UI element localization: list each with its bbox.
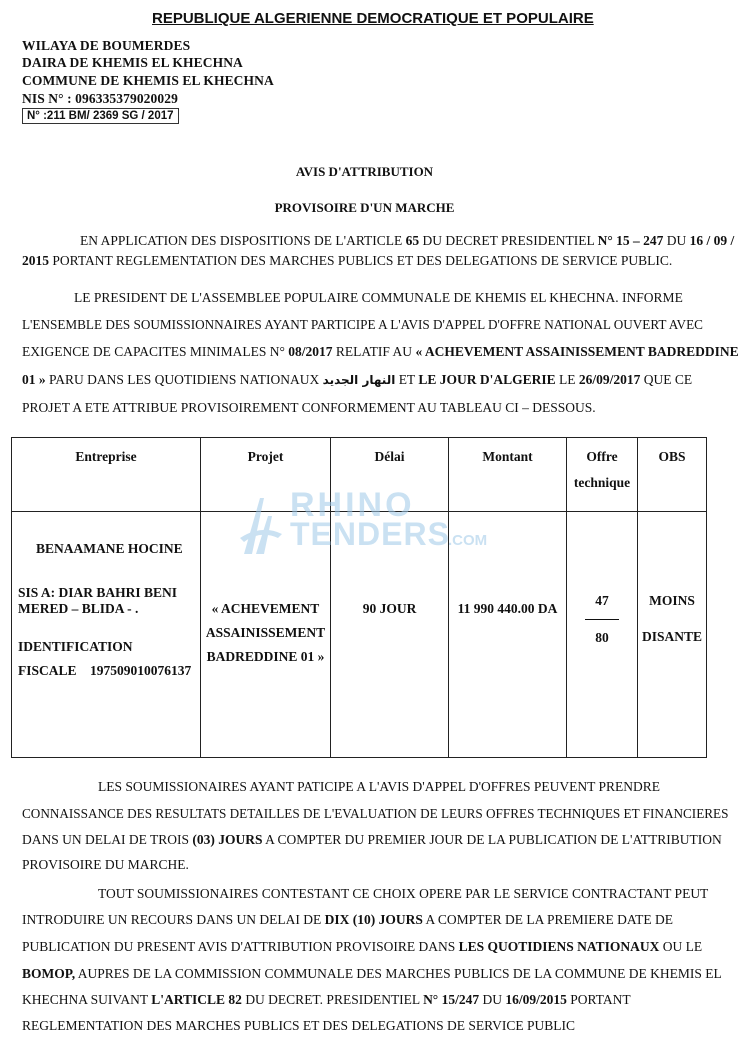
fraction-line xyxy=(585,619,619,620)
daira-line: DAIRA DE KHEMIS EL KHECHNA xyxy=(22,55,243,70)
header-montant: Montant xyxy=(449,438,567,512)
para2-line2: L'ENSEMBLE DES SOUMISSIONNAIRES AYANT PARTICIPE A L'AVIS D'APPEL D'OFFRE NATIONAL OUVERT AVEC xyxy=(22,317,703,332)
para4-line5: KHECHNA SUIVANT L'ARTICLE 82 DU DECRET. PRESIDENTIEL N° 15/247 DU 16/09/2015 PORTANT xyxy=(22,992,631,1007)
reference-number: N° :211 BM/ 2369 SG / 2017 xyxy=(22,108,179,124)
para3-line4: PROVISOIRE DU MARCHE. xyxy=(22,857,189,872)
watermark-text-1: RHINO xyxy=(290,486,415,524)
para4-line1: TOUT SOUMISSIONAIRES CONTESTANT CE CHOIX OPERE PAR LE SERVICE CONTRACTANT PEUT xyxy=(98,886,709,901)
para2-line4: 01 » PARU DANS LES QUOTIDIENS NATIONAUX النهار الجديد ET LE JOUR D'ALGERIE LE 26/09/2017 QUE CE xyxy=(22,372,693,387)
project-line-1: « ACHEVEMENT xyxy=(211,601,320,616)
cell-offre xyxy=(567,512,638,758)
watermark-text-2: TENDERS xyxy=(290,516,450,552)
project-line-3: BADREDDINE 01 » xyxy=(206,649,325,664)
company-address-1: SIS A: DIAR BAHRI BENI xyxy=(18,585,178,600)
rhino-logo-icon xyxy=(238,494,286,558)
para3-line1: LES SOUMISSIONAIRES AYANT PATICIPE A L'AVIS D'APPEL D'OFFRES PEUVENT PRENDRE xyxy=(98,779,661,794)
cell-entreprise xyxy=(12,512,201,758)
para1-line2: 2015 PORTANT REGLEMENTATION DES MARCHES PUBLICS ET DES DELEGATIONS DE SERVICE PUBLIC. xyxy=(22,253,673,268)
header-obs: OBS xyxy=(638,438,707,512)
notice-subtitle: PROVISOIRE D'UN MARCHE xyxy=(274,200,455,215)
para2-line3: EXIGENCE DE CAPACITES MINIMALES N° 08/2017 RELATIF AU « ACHEVEMENT ASSAINISSEMENT BADREDDINE xyxy=(22,344,739,359)
company-address-2: MERED – BLIDA - . xyxy=(18,601,139,616)
para3-line2: CONNAISSANCE DES RESULTATS DETAILLES DE L'EVALUATION DE LEURS OFFRES TECHNIQUES ET FINANCIERES xyxy=(22,806,729,821)
para4-line2: INTRODUIRE UN RECOURS DANS UN DELAI DE DIX (10) JOURS A COMPTER DE LA PREMIERE DATE DE xyxy=(22,912,674,927)
para2-line1: LE PRESIDENT DE L'ASSEMBLEE POPULAIRE COMMUNALE DE KHEMIS EL KHECHNA. INFORME xyxy=(74,290,683,305)
technical-score: 47 xyxy=(595,593,609,608)
notice-title: AVIS D'ATTRIBUTION xyxy=(295,164,434,179)
header-delai: Délai xyxy=(331,438,449,512)
watermark-text-3: .COM xyxy=(448,532,488,549)
commune-line: COMMUNE DE KHEMIS EL KHECHNA xyxy=(22,73,274,88)
cell-obs xyxy=(638,512,707,758)
delai-value: 90 JOUR xyxy=(362,601,417,616)
obs-line-2: DISANTE xyxy=(641,629,703,644)
para1-line1: EN APPLICATION DES DISPOSITIONS DE L'ARTICLE 65 DU DECRET PRESIDENTIEL N° 15 – 247 DU 16 / 09 / xyxy=(80,233,735,248)
montant-value: 11 990 440.00 DA xyxy=(457,601,558,616)
project-line-2: ASSAINISSEMENT xyxy=(205,625,326,640)
company-name: BENAAMANE HOCINE xyxy=(36,541,183,556)
nis-line: NIS N° : 096335379020029 xyxy=(22,91,178,106)
identification-label: IDENTIFICATION xyxy=(18,639,133,654)
para4-line6: REGLEMENTATION DES MARCHES PUBLICS ET DES DELEGATIONS DE SERVICE PUBLIC xyxy=(22,1018,575,1033)
obs-line-1: MOINS xyxy=(649,593,695,608)
para2-line5: PROJET A ETE ATTRIBUE PROVISOIREMENT CONFORMEMENT AU TABLEAU CI – DESSOUS. xyxy=(22,400,596,415)
para4-line4: BOMOP, AUPRES DE LA COMMISSION COMMUNALE DES MARCHES PUBLICS DE LA COMMUNE DE KHEMIS EL xyxy=(22,966,722,981)
header-projet: Projet xyxy=(201,438,331,512)
para4-line3: PUBLICATION DU PRESENT AVIS D'ATTRIBUTION PROVISOIRE DANS LES QUOTIDIENS NATIONAUX OU LE xyxy=(22,939,703,954)
para3-line3: DANS UN DELAI DE TROIS (03) JOURS A COMPTER DU PREMIER JOUR DE LA PUBLICATION DE L'ATTRIBUTION xyxy=(22,832,722,847)
header-offre-technique: Offre technique xyxy=(567,438,638,512)
technical-max: 80 xyxy=(595,630,609,645)
fiscal-id: FISCALE 197509010076137 xyxy=(18,663,192,678)
wilaya-line: WILAYA DE BOUMERDES xyxy=(22,38,191,53)
republic-title: REPUBLIQUE ALGERIENNE DEMOCRATIQUE ET POPULAIRE xyxy=(152,10,594,27)
header-entreprise: Entreprise xyxy=(12,438,201,512)
